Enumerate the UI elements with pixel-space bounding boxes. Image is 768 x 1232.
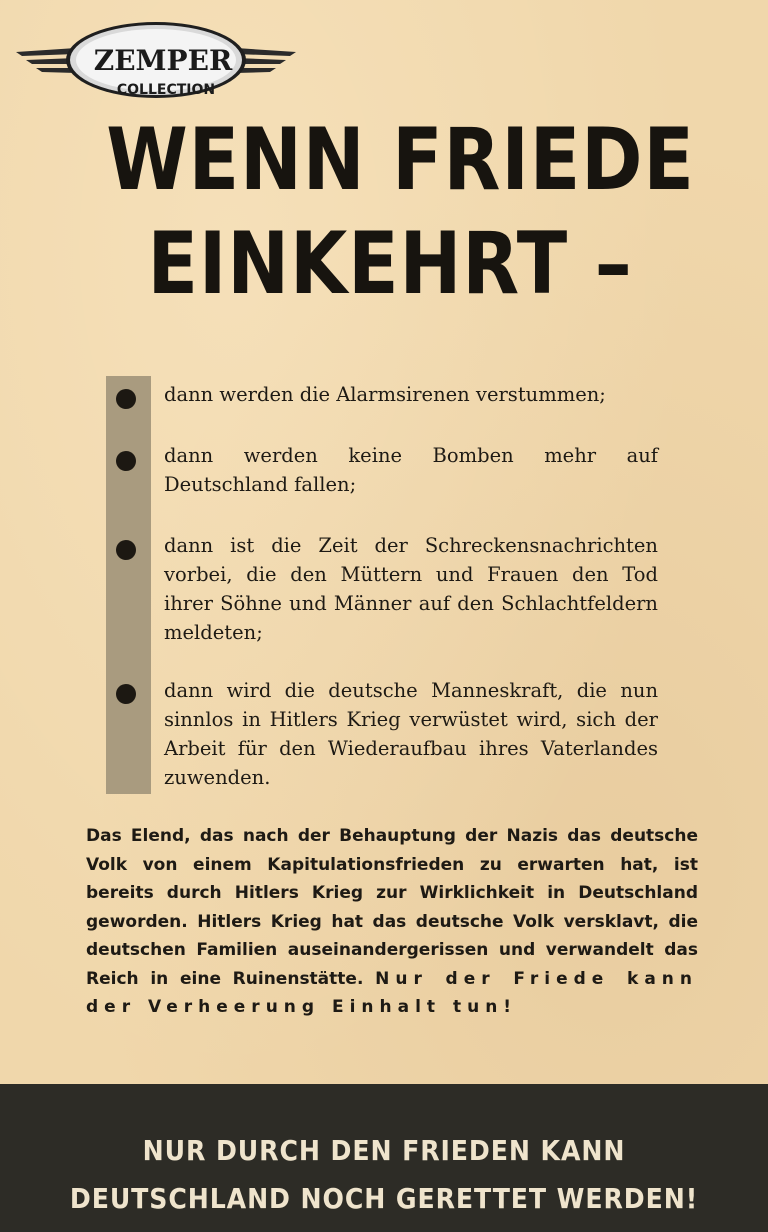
logo-name: ZEMPER [93,44,233,77]
headline-line-1: WENN FRIEDE [106,110,695,210]
bullet-dot-icon [116,684,136,704]
zemper-collection-logo [16,20,296,100]
bullet-item: dann werden die Alarmsirenen verstummen; [164,383,606,406]
bullet-bar [106,376,151,794]
logo-subtitle: COLLECTION [116,82,216,98]
headline-line-2: EINKEHRT – [147,214,633,314]
footer-band [0,1084,768,1232]
bullet-item: dann werden keine Bomben mehr auf Deutschland fallen; [164,444,658,496]
footer-line-1: NUR DURCH DEN FRIEDEN KANN [142,1134,626,1167]
bullet-item: dann ist die Zeit der Schreckensnachrichten vorbei, die den Müttern und Frauen den Tod ihrer Söhne und Männer auf den Schlachtfeldern meldeten; [164,534,658,644]
headline [106,108,695,316]
paragraph-main: Das Elend, das nach der Behauptung der Nazis das deutsche Volk von einem Kapitulationsfrieden zu erwarten hat, ist bereits durch Hitlers Krieg zur Wirklichkeit in Deutschland geworden. Hitlers Krieg hat das deutsche Volk versklavt, die deutschen Familien auseinandergerissen und verwandelt das Reich in eine Ruinenstätte. [86,826,698,989]
bullet-dot-icon [116,451,136,471]
bullet-dot-icon [116,389,136,409]
body-paragraph [86,822,698,1022]
footer-line-2: DEUTSCHLAND NOCH GERETTET WERDEN! [69,1182,699,1215]
paragraph-emphasis: Nur der Friede kann der Verheerung Einhalt tun! [86,968,699,1017]
bullet-item: dann wird die deutsche Manneskraft, die nun sinnlos in Hitlers Krieg verwüstet wird, sich der Arbeit für den Wiederaufbau ihres Vaterlandes zuwenden. [164,679,658,789]
bullet-dot-icon [116,540,136,560]
